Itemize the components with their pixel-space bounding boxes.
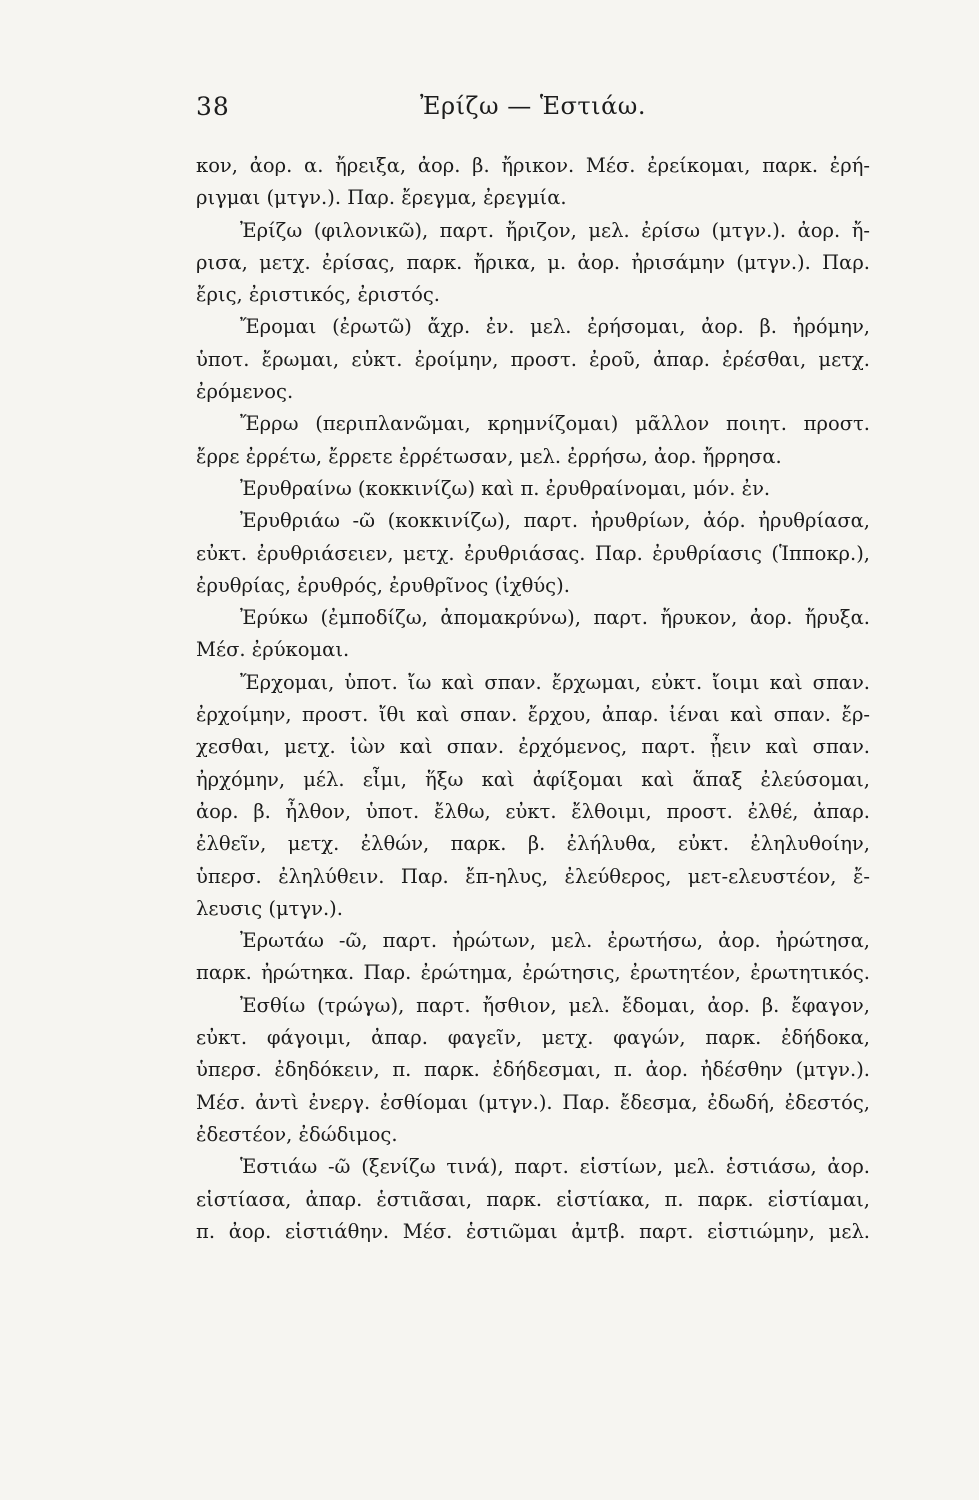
text-line: ὑπερσ. ἐληλύθειν. Παρ. ἔπ-ηλυς, ἐλεύθερος, μετ-ελευστέον, ἔ- xyxy=(196,864,870,888)
dictionary-entries xyxy=(196,150,870,1248)
text-line: Μέσ. ἐρύκομαι. xyxy=(196,638,350,662)
entry-headword-line: Ἐρωτάω -ῶ, παρτ. ἠρώτων, μελ. ἐρωτήσω, ἀορ. ἠρώτησα, xyxy=(240,929,870,953)
entry-headword-line: Ἐρυθριάω -ῶ (κοκκινίζω), παρτ. ἠρυθρίων, ἀόρ. ἠρυθρίασα, xyxy=(240,509,870,533)
entry-headword-line: Ἔρχομαι, ὑποτ. ἴω καὶ σπαν. ἔρχωμαι, εὐκτ. ἴοιμι καὶ σπαν. xyxy=(240,670,870,694)
entry-headword-line: Ἐρύκω (ἐμποδίζω, ἀπομακρύνω), παρτ. ἤρυκον, ἀορ. ἤρυξα. xyxy=(240,606,870,630)
text-line: ἀορ. β. ἦλθον, ὑποτ. ἔλθω, εὐκτ. ἔλθοιμι, προστ. ἐλθέ, ἀπαρ. xyxy=(196,799,870,823)
text-line: ριγμαι (μτγν.). Παρ. ἔρεγμα, ἐρεγμία. xyxy=(196,186,567,210)
entry-headword-line: Ἔρομαι (ἐρωτῶ) ἄχρ. ἐν. μελ. ἐρήσομαι, ἀορ. β. ἠρόμην, xyxy=(240,315,870,339)
text-line: ἐρχοίμην, προστ. ἴθι καὶ σπαν. ἔρχου, ἀπαρ. ἰέναι καὶ σπαν. ἔρ- xyxy=(196,703,870,727)
text-line: εἱστίασα, ἀπαρ. ἑστιᾶσαι, παρκ. εἱστίακα, π. παρκ. εἱστίαμαι, xyxy=(196,1187,870,1211)
text-line: εὐκτ. ἐρυθριάσειεν, μετχ. ἐρυθριάσας. Παρ. ἐρυθρίασις (Ἱπποκρ.), xyxy=(196,541,870,565)
text-line: ὑποτ. ἔρωμαι, εὐκτ. ἐροίμην, προστ. ἐροῦ, ἀπαρ. ἐρέσθαι, μετχ. xyxy=(196,347,870,371)
entry-headword-line: Ἔρρω (περιπλανῶμαι, κρημνίζομαι) μᾶλλον ποιητ. προστ. xyxy=(240,412,870,436)
page-header xyxy=(196,92,870,136)
text-line: χεσθαι, μετχ. ἰὼν καὶ σπαν. ἐρχόμενος, παρτ. ᾖειν καὶ σπαν. xyxy=(196,735,870,759)
entry-headword-line: Ἐρυθραίνω (κοκκινίζω) καὶ π. ἐρυθραίνομαι, μόν. ἐν. xyxy=(240,476,771,500)
text-line: ἔρις, ἐριστικός, ἐριστός. xyxy=(196,283,440,307)
running-head: Ἐρίζω — Ἑστιάω. xyxy=(420,92,646,120)
text-line: ἔρρε ἐρρέτω, ἔρρετε ἐρρέτωσαν, μελ. ἐρρήσω, ἀορ. ἤρρησα. xyxy=(196,444,782,468)
text-line: ὑπερσ. ἐδηδόκειν, π. παρκ. ἐδήδεσμαι, π. ἀορ. ἠδέσθην (μτγν.). xyxy=(196,1058,870,1082)
text-line: εὐκτ. φάγοιμι, ἀπαρ. φαγεῖν, μετχ. φαγών, παρκ. ἐδήδοκα, xyxy=(196,1026,870,1050)
text-line: ἐδεστέον, ἐδώδιμος. xyxy=(196,1122,398,1146)
text-line: ρισα, μετχ. ἐρίσας, παρκ. ἤρικα, μ. ἀορ. ἠρισάμην (μτγν.). Παρ. xyxy=(196,250,870,274)
text-line: παρκ. ἠρώτηκα. Παρ. ἐρώτημα, ἐρώτησις, ἐρωτητέον, ἐρωτητικός. xyxy=(196,961,870,985)
text-line: ἐρόμενος. xyxy=(196,380,294,404)
entry-headword-line: Ἐσθίω (τρώγω), παρτ. ἤσθιον, μελ. ἔδομαι, ἀορ. β. ἔφαγον, xyxy=(240,993,870,1017)
page-number: 38 xyxy=(196,92,230,121)
text-line: ἐλθεῖν, μετχ. ἐλθών, παρκ. β. ἐλήλυθα, εὐκτ. ἐληλυθοίην, xyxy=(196,832,870,856)
entry-headword-line: Ἐρίζω (φιλονικῶ), παρτ. ἤριζον, μελ. ἐρίσω (μτγν.). ἀορ. ἤ- xyxy=(240,218,870,242)
entry-headword-line: Ἑστιάω -ῶ (ξενίζω τινά), παρτ. εἱστίων, μελ. ἑστιάσω, ἀορ. xyxy=(240,1155,870,1179)
text-line: ἐρυθρίας, ἐρυθρός, ἐρυθρῖνος (ἰχθύς). xyxy=(196,573,570,597)
text-line: λευσις (μτγν.). xyxy=(196,896,343,920)
text-line: ἠρχόμην, μέλ. εἶμι, ἥξω καὶ ἀφίξομαι καὶ ἅπαξ ἐλεύσομαι, xyxy=(196,767,870,791)
text-line: π. ἀορ. εἱστιάθην. Μέσ. ἑστιῶμαι ἀμτβ. παρτ. εἱστιώμην, μελ. xyxy=(196,1219,870,1243)
text-line: Μέσ. ἀντὶ ἐνεργ. ἐσθίομαι (μτγν.). Παρ. ἔδεσμα, ἐδωδή, ἐδεστός, xyxy=(196,1090,870,1114)
text-line: κον, ἀορ. α. ἤρειξα, ἀορ. β. ἤρικον. Μέσ. ἐρείκομαι, παρκ. ἐρή- xyxy=(196,154,870,177)
